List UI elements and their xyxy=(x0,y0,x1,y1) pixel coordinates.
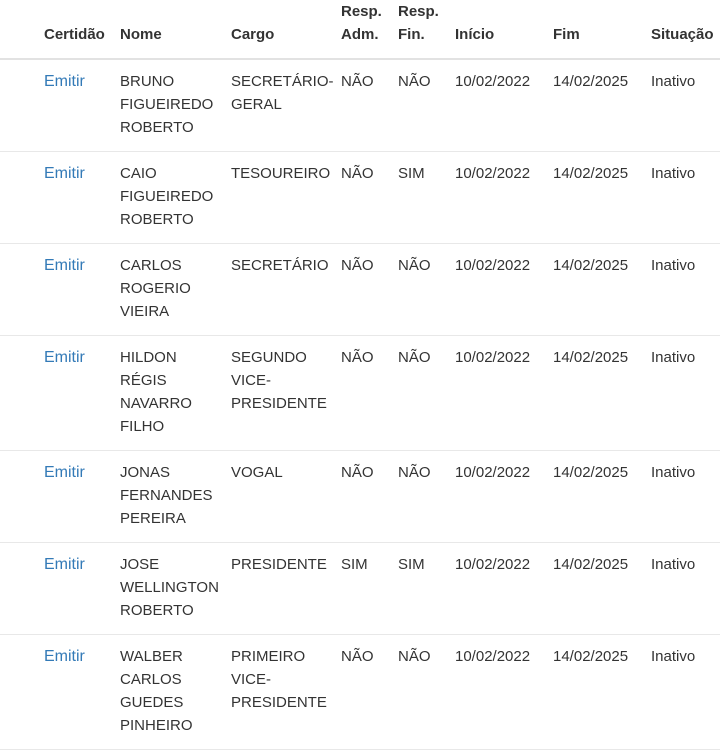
header-row xyxy=(0,0,720,59)
certidao-cell xyxy=(44,244,120,336)
fim-cell: 14/02/2025 xyxy=(553,543,651,635)
certidao-cell xyxy=(44,635,120,750)
fim-cell: 14/02/2025 xyxy=(553,336,651,451)
header-resp-fin-line1: Resp. xyxy=(398,3,439,20)
emitir-link[interactable]: Emitir xyxy=(44,165,85,182)
inicio-cell: 10/02/2022 xyxy=(455,635,553,750)
resp-adm-cell: NÃO xyxy=(341,451,398,543)
nome-cell-line: WELLINGTON xyxy=(120,579,219,596)
inicio-cell: 10/02/2022 xyxy=(455,152,553,244)
nome-cell-line: NAVARRO xyxy=(120,395,192,412)
nome-cell-line: FIGUEIREDO xyxy=(120,188,214,205)
certidao-cell xyxy=(44,336,120,451)
emitir-link[interactable]: Emitir xyxy=(44,556,85,573)
table-row xyxy=(0,244,720,336)
resp-adm-cell: NÃO xyxy=(341,152,398,244)
cargo-cell-line: PRESIDENTE xyxy=(231,556,327,573)
cargo-cell-line: GERAL xyxy=(231,96,282,113)
situacao-cell: Inativo xyxy=(651,152,720,244)
cargo-cell-line: SEGUNDO xyxy=(231,349,307,366)
emitir-link[interactable]: Emitir xyxy=(44,257,85,274)
situacao-cell: Inativo xyxy=(651,59,720,152)
situacao-cell: Inativo xyxy=(651,336,720,451)
cargo-cell-line: PRESIDENTE xyxy=(231,694,327,711)
nome-cell xyxy=(120,543,231,635)
row-spacer xyxy=(0,59,44,152)
row-spacer xyxy=(0,451,44,543)
row-spacer xyxy=(0,336,44,451)
nome-cell-line: PEREIRA xyxy=(120,510,186,527)
nome-cell-line: ROBERTO xyxy=(120,602,194,619)
table-body xyxy=(0,59,720,750)
fim-cell: 14/02/2025 xyxy=(553,152,651,244)
resp-fin-cell: NÃO xyxy=(398,635,455,750)
cargo-cell-line: VICE- xyxy=(231,671,272,688)
cargo-cell-line: VOGAL xyxy=(231,464,283,481)
certidao-cell xyxy=(44,451,120,543)
inicio-cell: 10/02/2022 xyxy=(455,451,553,543)
header-situacao: Situação xyxy=(651,0,720,59)
cargo-cell-line: SECRETÁRIO- xyxy=(231,73,334,90)
nome-cell-line: CARLOS xyxy=(120,671,182,688)
header-resp-fin xyxy=(398,0,455,59)
cargo-cell-line: VICE- xyxy=(231,372,272,389)
cargo-cell xyxy=(231,543,341,635)
header-nome: Nome xyxy=(120,0,231,59)
nome-cell xyxy=(120,152,231,244)
resp-adm-cell: NÃO xyxy=(341,244,398,336)
cargo-cell xyxy=(231,244,341,336)
nome-cell-line: GUEDES xyxy=(120,694,184,711)
table-row xyxy=(0,451,720,543)
fim-cell: 14/02/2025 xyxy=(553,59,651,152)
nome-cell-line: ROBERTO xyxy=(120,119,194,136)
situacao-cell: Inativo xyxy=(651,543,720,635)
cargo-cell xyxy=(231,451,341,543)
resp-fin-cell: NÃO xyxy=(398,244,455,336)
header-resp-adm xyxy=(341,0,398,59)
table-row xyxy=(0,152,720,244)
resp-fin-cell: NÃO xyxy=(398,336,455,451)
cargo-cell xyxy=(231,59,341,152)
table-row xyxy=(0,336,720,451)
emitir-link[interactable]: Emitir xyxy=(44,73,85,90)
fim-cell: 14/02/2025 xyxy=(553,244,651,336)
nome-cell-line: CARLOS xyxy=(120,257,182,274)
nome-cell-line: ROGERIO xyxy=(120,280,191,297)
resp-adm-cell: NÃO xyxy=(341,635,398,750)
header-resp-adm-line1: Resp. xyxy=(341,3,382,20)
emitir-link[interactable]: Emitir xyxy=(44,349,85,366)
resp-adm-cell: NÃO xyxy=(341,59,398,152)
table-row xyxy=(0,543,720,635)
nome-cell-line: ROBERTO xyxy=(120,211,194,228)
header-certidao: Certidão xyxy=(44,0,120,59)
nome-cell-line: VIEIRA xyxy=(120,303,170,320)
inicio-cell: 10/02/2022 xyxy=(455,244,553,336)
nome-cell-line: WALBER xyxy=(120,648,183,665)
cargo-cell-line: PRIMEIRO xyxy=(231,648,306,665)
row-spacer xyxy=(0,152,44,244)
nome-cell-line: JOSE xyxy=(120,556,160,573)
nome-cell-line: CAIO xyxy=(120,165,157,182)
situacao-cell: Inativo xyxy=(651,451,720,543)
cargo-cell xyxy=(231,635,341,750)
certidao-cell xyxy=(44,59,120,152)
cargo-cell-line: TESOUREIRO xyxy=(231,165,331,182)
fim-cell: 14/02/2025 xyxy=(553,451,651,543)
nome-cell xyxy=(120,635,231,750)
table-row xyxy=(0,635,720,750)
cargo-cell-line: PRESIDENTE xyxy=(231,395,327,412)
certidao-cell xyxy=(44,543,120,635)
nome-cell-line: PINHEIRO xyxy=(120,717,193,734)
header-cargo: Cargo xyxy=(231,0,341,59)
header-resp-fin-line2: Fin. xyxy=(398,26,425,43)
emitir-link[interactable]: Emitir xyxy=(44,464,85,481)
nome-cell-line: RÉGIS xyxy=(120,372,167,389)
emitir-link[interactable]: Emitir xyxy=(44,648,85,665)
cargo-cell-line: SECRETÁRIO xyxy=(231,257,329,274)
header-fim: Fim xyxy=(553,0,651,59)
cargo-cell xyxy=(231,336,341,451)
nome-cell-line: HILDON xyxy=(120,349,177,366)
resp-fin-cell: SIM xyxy=(398,152,455,244)
table-header xyxy=(0,0,720,59)
inicio-cell: 10/02/2022 xyxy=(455,59,553,152)
resp-fin-cell: NÃO xyxy=(398,59,455,152)
nome-cell-line: BRUNO xyxy=(120,73,175,90)
row-spacer xyxy=(0,543,44,635)
nome-cell-line: FIGUEIREDO xyxy=(120,96,214,113)
resp-adm-cell: SIM xyxy=(341,543,398,635)
row-spacer xyxy=(0,244,44,336)
fim-cell: 14/02/2025 xyxy=(553,635,651,750)
situacao-cell: Inativo xyxy=(651,244,720,336)
nome-cell xyxy=(120,244,231,336)
nome-cell-line: FILHO xyxy=(120,418,165,435)
header-inicio: Início xyxy=(455,0,553,59)
row-spacer xyxy=(0,635,44,750)
resp-adm-cell: NÃO xyxy=(341,336,398,451)
inicio-cell: 10/02/2022 xyxy=(455,543,553,635)
cargo-cell xyxy=(231,152,341,244)
table-row xyxy=(0,59,720,152)
nome-cell xyxy=(120,451,231,543)
header-resp-adm-line2: Adm. xyxy=(341,26,379,43)
nome-cell xyxy=(120,336,231,451)
nome-cell-line: FERNANDES xyxy=(120,487,213,504)
resp-fin-cell: SIM xyxy=(398,543,455,635)
certidao-cell xyxy=(44,152,120,244)
header-spacer xyxy=(0,0,44,59)
nome-cell xyxy=(120,59,231,152)
nome-cell-line: JONAS xyxy=(120,464,171,481)
situacao-cell: Inativo xyxy=(651,635,720,750)
inicio-cell: 10/02/2022 xyxy=(455,336,553,451)
resp-fin-cell: NÃO xyxy=(398,451,455,543)
